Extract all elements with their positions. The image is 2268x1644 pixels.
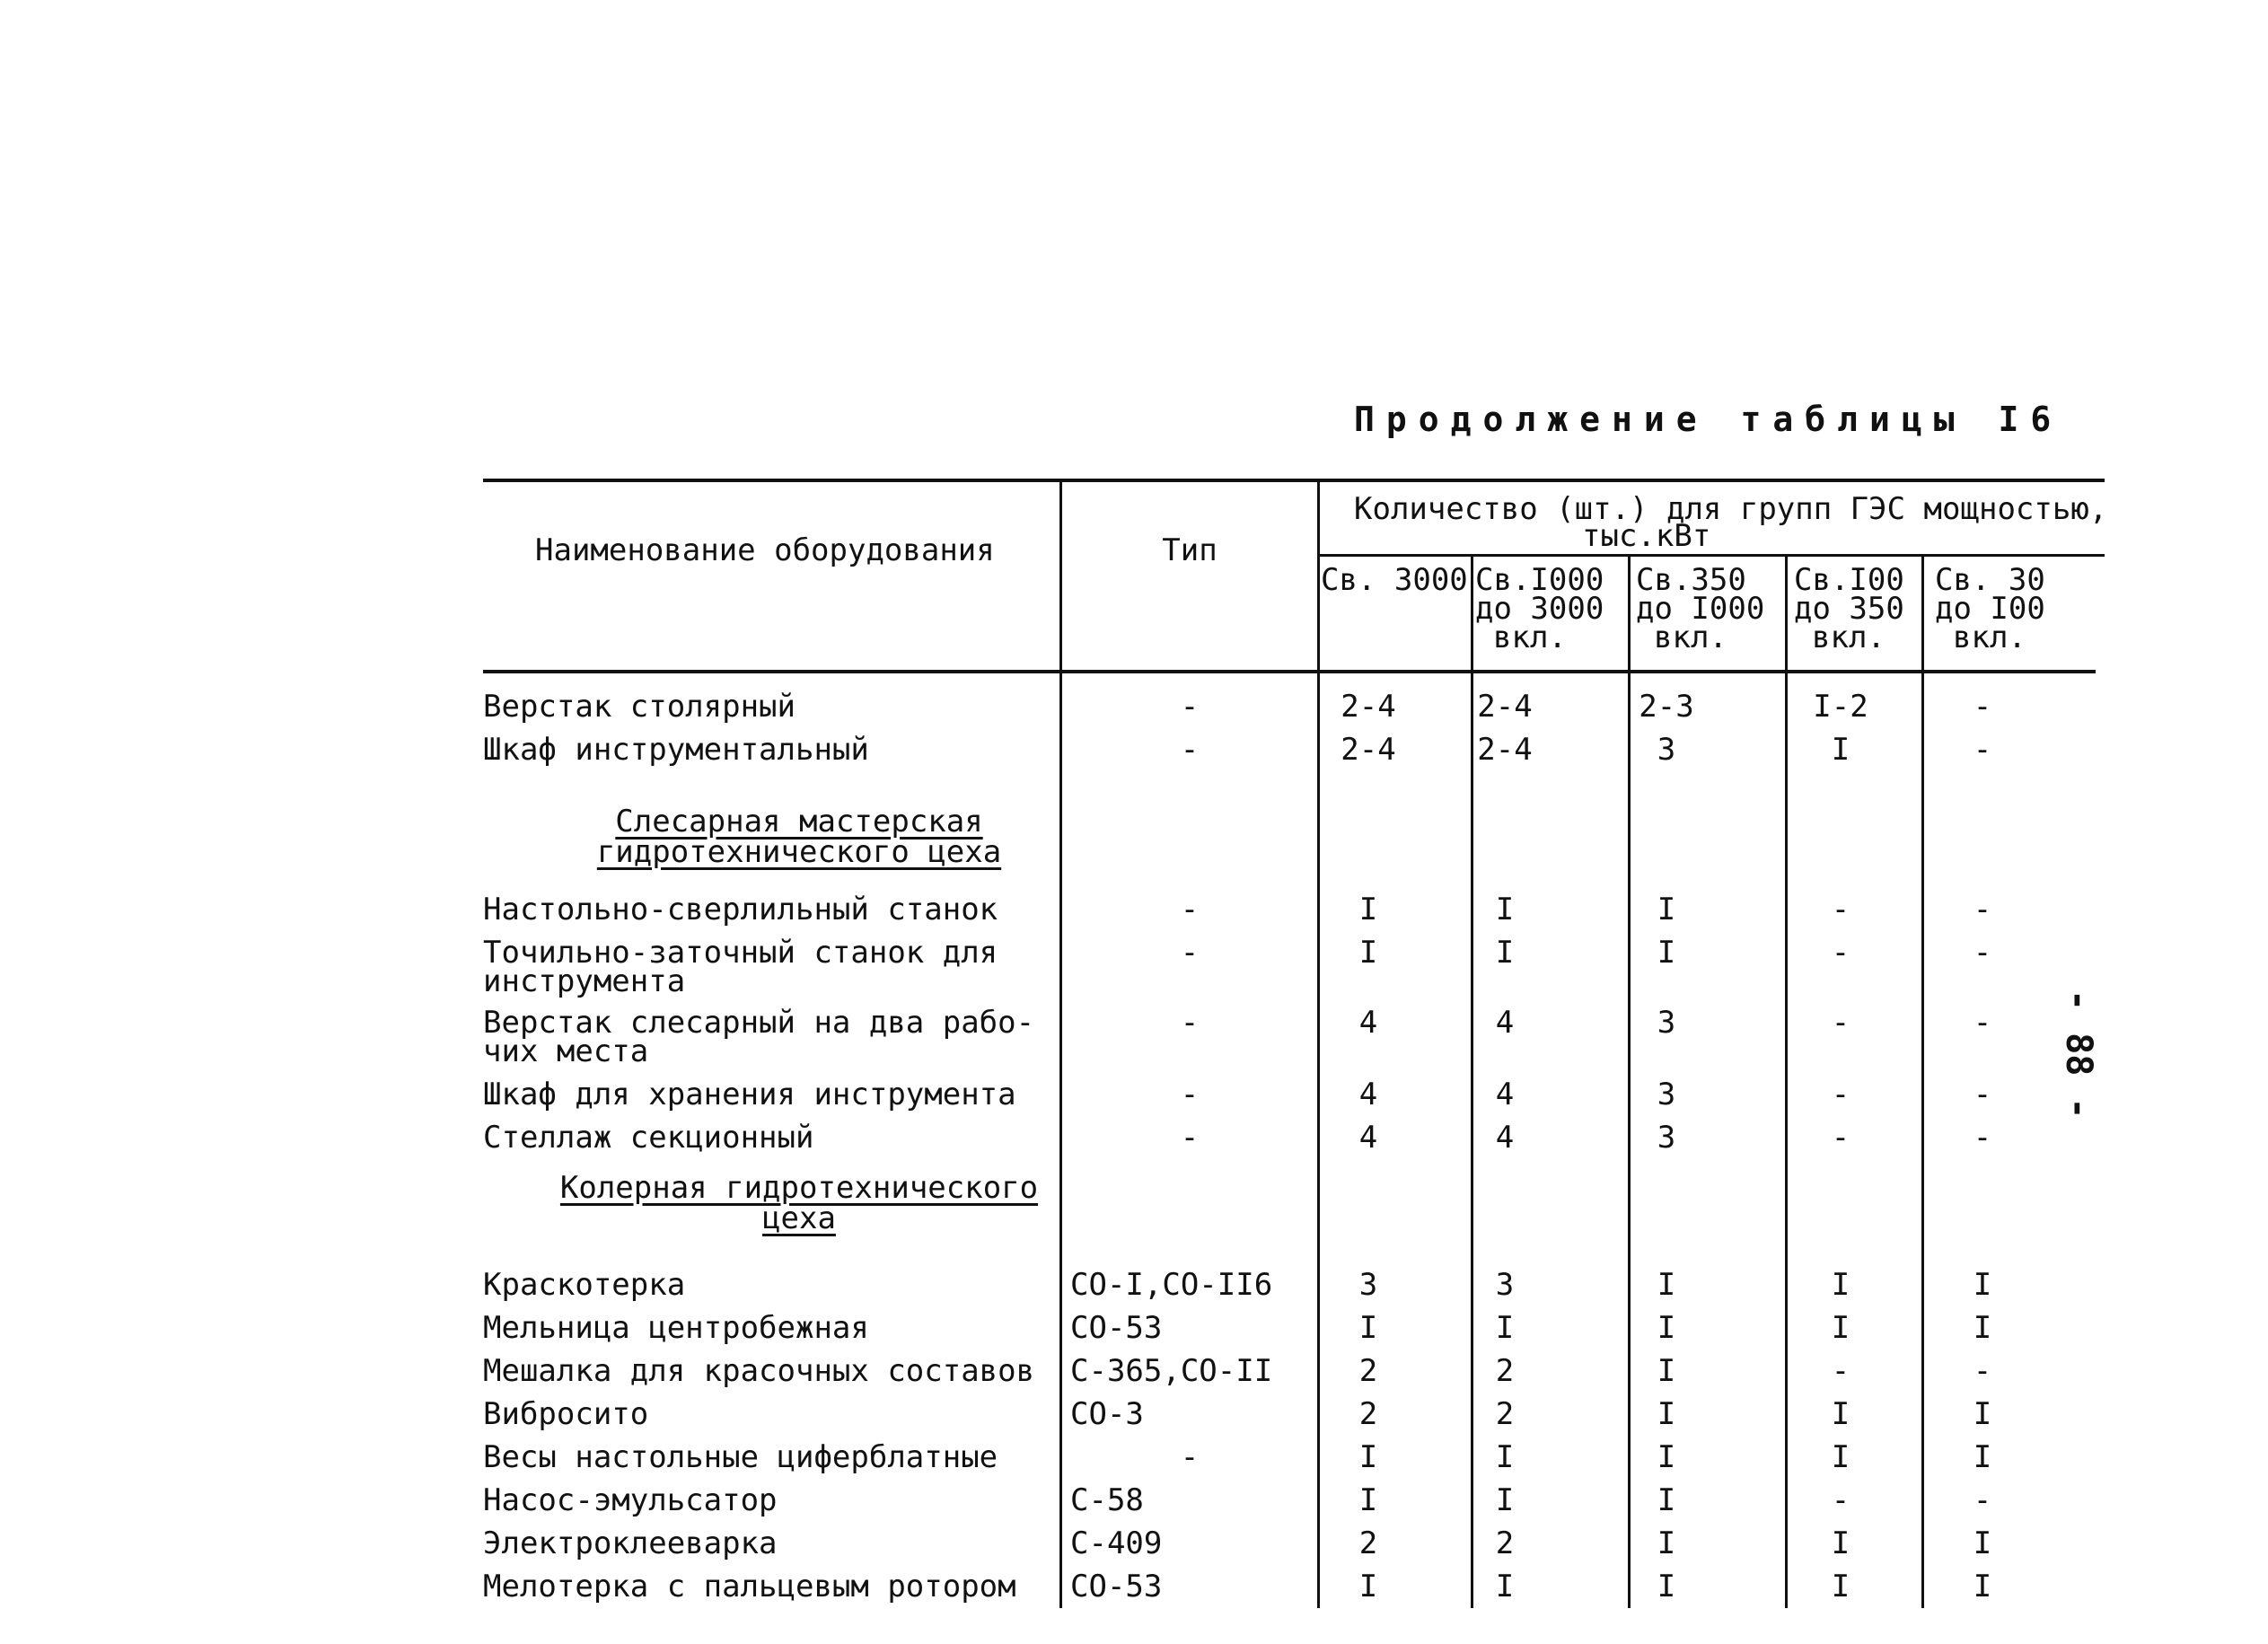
row-value: 2-3	[1639, 689, 1694, 725]
row-value: I	[1358, 1310, 1378, 1346]
row-value: I	[1657, 1439, 1676, 1475]
row-value: I	[1831, 1396, 1850, 1432]
header-group-3-line1: Св.350	[1636, 562, 1746, 598]
row-value: I	[1831, 1569, 1850, 1604]
row-value: I	[1973, 1310, 1992, 1346]
header-group-5-line3: вкл.	[1953, 620, 2026, 655]
row-value: 2-4	[1477, 732, 1533, 768]
row-name: Электроклееварка	[483, 1525, 778, 1561]
row-name: Краскотерка	[483, 1267, 686, 1303]
section-heading-text: цеха	[762, 1200, 836, 1236]
row-value: 3	[1657, 732, 1676, 768]
section-heading-text: гидротехнического цеха	[596, 834, 1002, 870]
row-value: 2	[1495, 1525, 1515, 1561]
row-type: C-365,CO-II	[1070, 1353, 1273, 1389]
row-value: I	[1831, 1310, 1850, 1346]
row-value: -	[1973, 1077, 1992, 1112]
row-value: -	[1973, 892, 1992, 927]
row-value: 4	[1358, 1005, 1378, 1041]
header-group-4-line2: до 350	[1794, 591, 1904, 627]
row-value: I	[1358, 1569, 1378, 1604]
header-quantity-line1: Количество (шт.) для групп ГЭС мощностью,	[1354, 491, 2108, 527]
row-name: Вибросито	[483, 1396, 649, 1432]
section-heading-text: Колерная гидротехнического	[559, 1170, 1039, 1206]
row-name: Настольно-сверлильный станок	[483, 892, 998, 927]
row-value: 4	[1495, 1120, 1515, 1156]
section-heading	[539, 1170, 1059, 1236]
row-value: I	[1495, 1310, 1515, 1346]
row-value: -	[1973, 689, 1992, 725]
section-heading-text: Слесарная мастерская	[615, 804, 983, 840]
row-name: Мешалка для красочных составов	[483, 1353, 1035, 1389]
row-value: 3	[1657, 1077, 1676, 1112]
header-group-3-line3: вкл.	[1654, 620, 1727, 655]
row-value: I	[1973, 1396, 1992, 1432]
row-value: -	[1973, 935, 1992, 971]
row-value: I	[1973, 1525, 1992, 1561]
row-name: Верстак столярный	[483, 689, 796, 725]
table-caption: Продолжение таблицы I6	[1354, 400, 2063, 439]
row-value: 2-4	[1341, 732, 1396, 768]
row-value: I	[1831, 1267, 1850, 1303]
col-divider-1	[1059, 480, 1062, 1608]
row-value: 4	[1358, 1077, 1378, 1112]
row-name: Насос-эмульсатор	[483, 1482, 778, 1518]
row-value: I	[1831, 1439, 1850, 1475]
row-value: -	[1973, 1005, 1992, 1041]
page-number: - 88 -	[2058, 989, 2099, 1120]
row-value: 2	[1358, 1525, 1378, 1561]
row-value: I	[1973, 1569, 1992, 1604]
header-group-5-line1: Св. 30	[1935, 562, 2045, 598]
section-heading-line	[539, 1170, 1059, 1206]
row-type: -	[1180, 1005, 1200, 1041]
row-type: CO-53	[1070, 1569, 1163, 1604]
row-value: I	[1657, 1482, 1676, 1518]
row-value: 2-4	[1477, 689, 1533, 725]
row-value: I	[1657, 1396, 1676, 1432]
table-top-rule	[483, 479, 2105, 482]
row-type: CO-53	[1070, 1310, 1163, 1346]
row-type: CO-3	[1070, 1396, 1144, 1432]
row-value: 3	[1657, 1120, 1676, 1156]
section-heading-line	[539, 1200, 1059, 1236]
row-value: I	[1657, 1353, 1676, 1389]
row-value: I	[1657, 892, 1676, 927]
row-value: 3	[1358, 1267, 1378, 1303]
section-heading-line	[539, 834, 1059, 870]
row-value: I	[1657, 1310, 1676, 1346]
section-heading-line	[539, 804, 1059, 840]
row-value: I	[1358, 892, 1378, 927]
col-divider-2	[1317, 480, 1320, 1608]
row-value: 2	[1495, 1396, 1515, 1432]
row-value: -	[1831, 1482, 1850, 1518]
row-value: I	[1831, 1525, 1850, 1561]
header-group-4-line3: вкл.	[1812, 620, 1886, 655]
row-value: I	[1495, 1569, 1515, 1604]
row-value: I	[1657, 1525, 1676, 1561]
row-value: I	[1495, 892, 1515, 927]
quantity-header-rule	[1318, 554, 2105, 557]
header-group-3-line2: до I000	[1636, 591, 1765, 627]
row-value: 2	[1358, 1396, 1378, 1432]
header-group-2-line2: до 3000	[1475, 591, 1604, 627]
row-value: -	[1831, 1005, 1850, 1041]
row-value: 4	[1495, 1005, 1515, 1041]
row-type: -	[1180, 1077, 1200, 1112]
row-value: 2	[1358, 1353, 1378, 1389]
row-type: C-409	[1070, 1525, 1163, 1561]
row-type: -	[1180, 1439, 1200, 1475]
row-value: I	[1973, 1267, 1992, 1303]
row-name: Шкаф инструментальный	[483, 732, 869, 768]
row-type: CO-I,CO-II6	[1070, 1267, 1273, 1303]
row-name: Мельница центробежная	[483, 1310, 869, 1346]
row-name: Весы настольные циферблатные	[483, 1439, 998, 1475]
row-value: I	[1831, 732, 1850, 768]
row-value: 2	[1495, 1353, 1515, 1389]
row-value: -	[1831, 1120, 1850, 1156]
row-name: Мелотерка с пальцевым ротором	[483, 1569, 1016, 1604]
row-value: I	[1657, 935, 1676, 971]
row-value: 3	[1657, 1005, 1676, 1041]
row-value: I	[1358, 935, 1378, 971]
row-value: 2-4	[1341, 689, 1396, 725]
row-value: -	[1973, 732, 1992, 768]
row-name: чих места	[483, 1033, 649, 1069]
row-value: -	[1973, 1120, 1992, 1156]
row-type: -	[1180, 732, 1200, 768]
row-value: -	[1831, 1353, 1850, 1389]
header-name: Наименование оборудования	[535, 532, 995, 568]
header-group-2-line3: вкл.	[1493, 620, 1567, 655]
row-value: 4	[1358, 1120, 1378, 1156]
header-group-5-line2: до I00	[1935, 591, 2045, 627]
row-value: I	[1358, 1439, 1378, 1475]
row-type: -	[1180, 935, 1200, 971]
row-value: I	[1495, 1439, 1515, 1475]
header-type: Тип	[1162, 532, 1218, 568]
header-group-1: Св. 3000	[1321, 562, 1468, 598]
row-value: -	[1831, 1077, 1850, 1112]
section-heading	[539, 804, 1059, 870]
row-value: -	[1831, 892, 1850, 927]
row-value: -	[1831, 935, 1850, 971]
header-group-4-line1: Св.I00	[1794, 562, 1904, 598]
row-name: Верстак слесарный на два рабо-	[483, 1005, 1035, 1041]
row-type: -	[1180, 892, 1200, 927]
row-value: -	[1973, 1353, 1992, 1389]
row-name: Точильно-заточный станок для	[483, 935, 998, 971]
row-value: 3	[1495, 1267, 1515, 1303]
header-group-2-line1: Св.I000	[1475, 562, 1604, 598]
row-name: Шкаф для хранения инструмента	[483, 1077, 1016, 1112]
row-value: I	[1657, 1267, 1676, 1303]
row-value: I-2	[1813, 689, 1868, 725]
row-name: инструмента	[483, 963, 686, 999]
row-type: -	[1180, 1120, 1200, 1156]
row-name: Стеллаж секционный	[483, 1120, 814, 1156]
row-type: -	[1180, 689, 1200, 725]
row-value: -	[1973, 1482, 1992, 1518]
row-value: I	[1657, 1569, 1676, 1604]
header-quantity-line2: тыс.кВт	[1582, 518, 1711, 554]
row-value: I	[1973, 1439, 1992, 1475]
row-value: 4	[1495, 1077, 1515, 1112]
row-type: C-58	[1070, 1482, 1144, 1518]
col-divider-6	[1921, 555, 1924, 1608]
header-bottom-rule	[483, 670, 2096, 673]
row-value: I	[1495, 1482, 1515, 1518]
row-value: I	[1358, 1482, 1378, 1518]
row-value: I	[1495, 935, 1515, 971]
